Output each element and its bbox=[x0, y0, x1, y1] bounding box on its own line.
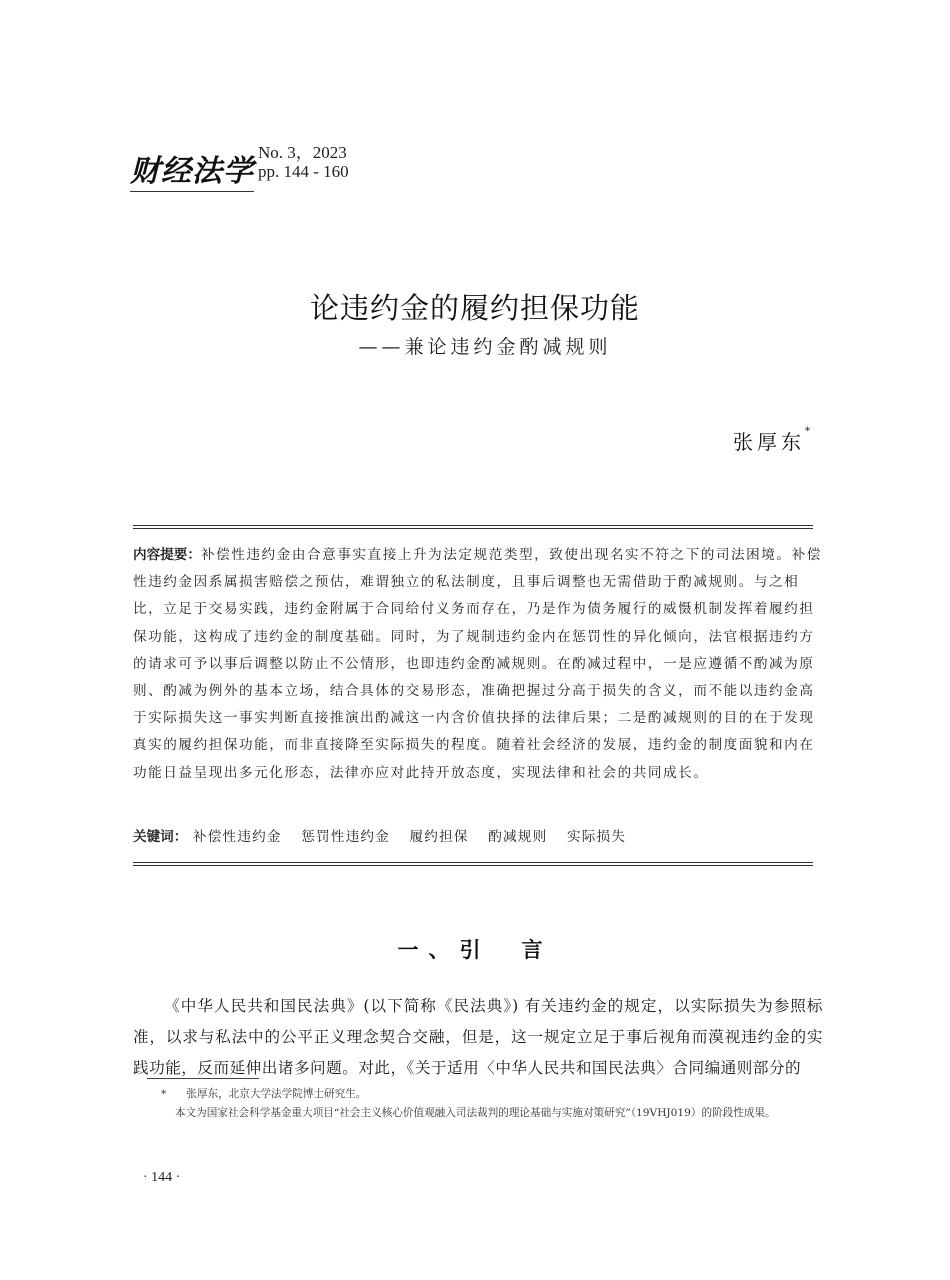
keyword-item: 惩罚性违约金 bbox=[301, 829, 390, 845]
keyword-item: 实际损失 bbox=[566, 829, 627, 845]
journal-meta bbox=[258, 143, 349, 181]
article-title: 论违约金的履约担保功能 bbox=[309, 291, 640, 325]
keywords-label: 关键词： bbox=[133, 829, 188, 845]
footnotes bbox=[133, 1085, 823, 1123]
abstract bbox=[133, 542, 823, 787]
abstract-bottom-rule bbox=[133, 862, 813, 866]
author-name: 张厚东 bbox=[733, 430, 805, 454]
abstract-top-rule bbox=[133, 525, 813, 529]
article-subtitle: ——兼论违约金酌减规则 bbox=[358, 336, 612, 358]
keyword-item: 履约担保 bbox=[409, 829, 469, 845]
footnote-rule bbox=[147, 1078, 259, 1079]
footnote-2: 本文为国家社会科学基金重大项目“社会主义核心价值观融入司法裁判的理论基础与实施对策研究”（19VHJ019）的阶段性成果。 bbox=[175, 1107, 776, 1119]
keyword-item: 补偿性违约金 bbox=[192, 829, 282, 845]
journal-issue: No. 3，2023 bbox=[258, 143, 347, 162]
page-number: · 144 · bbox=[143, 1170, 181, 1185]
article-author bbox=[733, 426, 810, 455]
section-heading: 一、引 言 bbox=[397, 938, 553, 962]
footnote-1 bbox=[133, 1085, 823, 1104]
keyword-item: 酌减规则 bbox=[488, 829, 548, 845]
footnote-1-text: 张厚东，北京大学法学院博士研究生。 bbox=[186, 1088, 367, 1100]
abstract-text: 补偿性违约金由合意事实直接上升为法定规范类型，致使出现名实不符之下的司法困境。补偿性违约金因系属损害赔偿之预估，难谓独立的私法制度，且事后调整也无需借助于酌减规则。与之相比，立足于交易实践，违约金附属于合同给付义务而存在，乃是作为债务履行的威慑机制发挥着履约担保功能，这构成了违约金的制度基础。同时，为了规制违约金内在惩罚性的异化倾向，法官根据违约方的请求可予以事后调整以防止不公情形，也即违约金酌减规则。在酌减过程中，一是应遵循不酌减为原则、酌减为例外的基本立场，结合具体的交易形态，准确把握过分高于损失的含义，而不能以违约金高于实际损失这一事实判断直接推演出酌减这一内含价值抉择的法律后果；二是酌减规则的目的在于发现真实的履约担保功能，而非直接降至实际损失的程度。随着社会经济的发展，违约金的制度面貌和内在功能日益呈现出多元化形态，法律亦应对此持开放态度，实现法律和社会的共同成长。 bbox=[133, 547, 822, 781]
abstract-label: 内容提要： bbox=[133, 547, 201, 563]
body-paragraph: 《中华人民共和国民法典》(以下简称《民法典》) 有关违约金的规定，以实际损失为参照标准，以求与私法中的公平正义理念契合交融，但是，这一规定立足于事后视角而漠视违约金的实践功能，反而延伸出诸多问题。对此，《关于适用〈中华人民共和国民法典〉合同编通则部分的 bbox=[133, 997, 823, 1077]
author-footnote-mark: * bbox=[805, 426, 810, 437]
journal-pages: pp. 144 - 160 bbox=[258, 162, 349, 181]
journal-logo: 财经法学 bbox=[130, 146, 254, 192]
keywords bbox=[133, 824, 823, 851]
footnote-mark: * bbox=[161, 1088, 167, 1100]
